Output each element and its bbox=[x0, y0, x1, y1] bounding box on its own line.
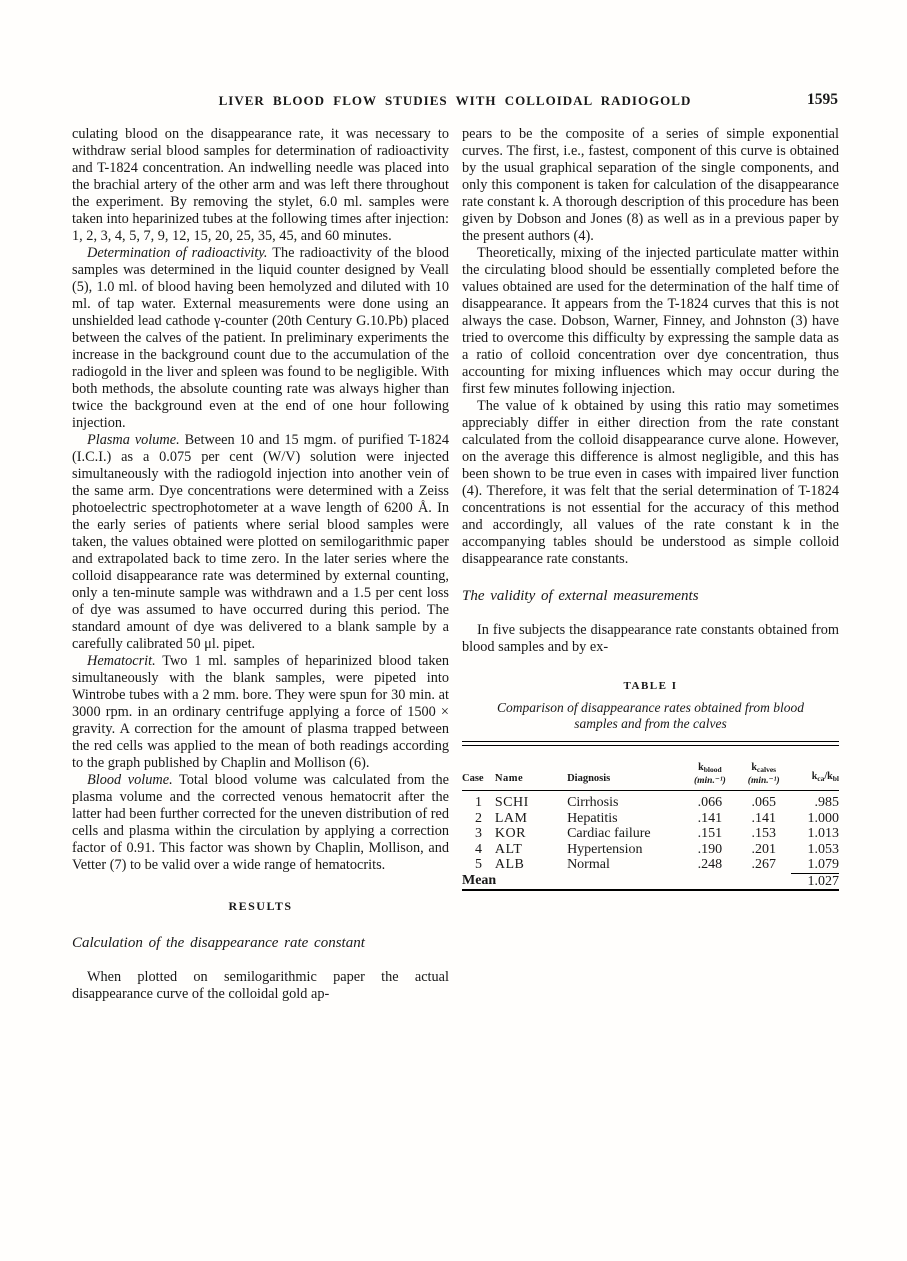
k-symbol: /k bbox=[824, 771, 833, 782]
mean-value: 1.027 bbox=[791, 873, 839, 889]
table-head bbox=[462, 748, 839, 791]
mean-row bbox=[462, 873, 839, 889]
paragraph-lead: Hematocrit. bbox=[87, 653, 156, 669]
mean-label: Mean bbox=[462, 873, 497, 889]
cell-diagnosis: Normal bbox=[567, 857, 610, 873]
cell-k-calves: .153 bbox=[751, 826, 776, 841]
section-subheading: Calculation of the disappearance rate constant bbox=[72, 935, 365, 951]
paragraph: The value of k obtained by using this ratio may sometimes appreciably differ in either direction from the rate constant calculated from the colloid disappearance curve alone. However, on the average this difference is almost negligible, and this has been shown to be true even in cases with impaired liver function (4). Therefore, it was felt that the serial determination of T-1824 concentrations is not essential for the accuracy of this method and accordingly, all values of the rate constant k in the accompanying tables should be understood as simple colloid disappearance rate constants. bbox=[462, 398, 839, 567]
col-header-k-calves bbox=[737, 748, 791, 791]
cell-ratio: .985 bbox=[814, 795, 839, 810]
cell-case: 5 bbox=[474, 857, 482, 873]
table-caption: Comparison of disappearance rates obtained from blood samples and from the calves bbox=[497, 700, 804, 731]
paragraph bbox=[72, 245, 449, 432]
k-unit: (min.⁻¹) bbox=[747, 776, 780, 786]
paragraph: When plotted on semilogarithmic paper the actual disappearance curve of the colloidal gold ap- bbox=[72, 969, 449, 1002]
cell-k-calves: .201 bbox=[751, 841, 776, 857]
k-symbol: k bbox=[811, 771, 818, 782]
paragraph bbox=[72, 126, 449, 245]
table-label: TABLE I bbox=[623, 680, 678, 692]
table-row bbox=[462, 857, 839, 873]
k-symbol: k bbox=[751, 762, 757, 773]
cell-ratio: 1.000 bbox=[807, 810, 839, 826]
cell-k-calves: .065 bbox=[751, 795, 776, 810]
paragraph: pears to be the composite of a series of simple exponential curves. The first, i.e., fastest, component of this curve is obtained by the usual graphical separation of the single components, and only this component is taken for calculation of the disappearance rate constant k. A thorough description of this procedure has been given by Dobson and Jones (8) as well as in a previous paper by the present authors (4). bbox=[462, 126, 839, 244]
paragraph-text: Two 1 ml. samples of heparinized blood taken simultaneously with the blank samples, were pipeted into Wintrobe tubes with a 2 mm. bore. They were spun for 30 min. at 3000 rpm. in an ordinary centrifuge applying a force of 1500 × gravity. A correction for the amount of plasma trapped between the red cells was applied to the mean of both readings according to the graph published by Chaplin and Mollison (6). bbox=[72, 653, 449, 771]
cell-case: 4 bbox=[474, 841, 482, 857]
k-subscript: blood bbox=[703, 765, 722, 774]
paragraph: Theoretically, mixing of the injected particulate matter within the circulating blood should be essentially completed before the values obtained are used for the determination of the half time of disappearance. It appears from the T-1824 curves that this is not always the case. Dobson, Warner, Finney, and Johnston (3) have tried to overcome this difficulty by expressing the sample data as a ratio of colloid concentration over dye concentration, thus accounting for mixing influences which may occur during the first few minutes following injection. bbox=[462, 245, 839, 397]
cell-ratio: 1.053 bbox=[807, 841, 839, 857]
paragraph-text: Total blood volume was calculated from the plasma volume and the corrected venous hematocrit after the latter had been further corrected for the uneven distribution of red cells and plasma within the circulation by applying a correction factor of 0.91. This factor was shown by Chaplin, Mollison, and Vetter (7) to be valid over a wide range of hematocrits. bbox=[72, 772, 449, 873]
col-header-ratio bbox=[791, 748, 839, 791]
k-unit: (min.⁻¹) bbox=[693, 776, 726, 786]
col-header-diagnosis: Diagnosis bbox=[567, 748, 683, 791]
paragraph-lead: Blood volume. bbox=[87, 772, 173, 788]
k-subscript: bl bbox=[832, 774, 839, 783]
k-subscript: calves bbox=[756, 765, 777, 774]
cell-case: 2 bbox=[474, 810, 482, 826]
paragraph-text: Between 10 and 15 mgm. of purified T-1824 (I.C.I.) as a 0.075 per cent (W/V) solution were injected simultaneously with the radiogold injection into another vein of the same arm. Dye concentrations were determined with a Zeiss photoelectric spectrophotometer at a wave length of 6200 Å. In the early series of patients where serial blood samples were taken, the values obtained were plotted on semilogarithmic paper and extrapolated back to time zero. In the later series where the colloid disappearance rate was determined by external counting, only a ten-minute sample was withdrawn and a 1.5 per cent loss of dye was assumed to have occurred during this period. The standard amount of dye was delivered to a blank sample by a carefully calibrated 50 μl. pipet. bbox=[72, 432, 450, 652]
cell-k-calves: .141 bbox=[751, 810, 776, 826]
cell-case: 1 bbox=[474, 795, 482, 810]
paragraph-text: culating blood on the disappearance rate, it was necessary to withdraw serial blood samples for determination of radioactivity and T-1824 concentration. An indwelling needle was placed into the brachial artery of the other arm and was left there throughout the experiment. By removing the stylet, 6.0 ml. samples were taken into heparinized tubes at the following times after injection: 1, 2, 3, 4, 5, 7, 9, 12, 15, 20, 25, 35, 45, and 60 minutes. bbox=[72, 126, 449, 244]
cell-diagnosis: Hepatitis bbox=[567, 810, 618, 826]
cell-name: SCHI bbox=[494, 795, 529, 810]
cell-k-blood: .066 bbox=[697, 795, 723, 810]
paragraph bbox=[72, 772, 449, 874]
k-subscript: ca bbox=[817, 774, 825, 783]
section-subheading: The validity of external measurements bbox=[462, 588, 699, 604]
table-row bbox=[462, 826, 839, 842]
running-title: LIVER BLOOD FLOW STUDIES WITH COLLOIDAL RADIOGOLD bbox=[218, 93, 692, 108]
cell-name: ALT bbox=[494, 841, 523, 857]
page-header bbox=[72, 93, 838, 113]
cell-k-blood: .151 bbox=[697, 826, 723, 841]
cell-case: 3 bbox=[474, 826, 482, 841]
paragraph bbox=[72, 432, 449, 653]
col-header-k-blood bbox=[683, 748, 737, 791]
cell-name: KOR bbox=[494, 826, 526, 841]
cell-name: LAM bbox=[494, 810, 528, 826]
page-number: 1595 bbox=[807, 91, 838, 108]
col-header-name: Name bbox=[495, 748, 567, 791]
left-column bbox=[72, 126, 449, 1003]
cell-ratio: 1.079 bbox=[807, 857, 839, 872]
paragraph: In five subjects the disappearance rate constants obtained from blood samples and by ex- bbox=[462, 622, 839, 655]
right-column bbox=[462, 126, 839, 891]
results-heading: RESULTS bbox=[228, 899, 293, 913]
cell-k-blood: .190 bbox=[697, 841, 723, 857]
cell-diagnosis: Cardiac failure bbox=[567, 826, 651, 841]
cell-diagnosis: Cirrhosis bbox=[567, 795, 619, 810]
table-row bbox=[462, 811, 839, 827]
paragraph-lead: Determination of radioactivity. bbox=[87, 245, 268, 261]
cell-ratio: 1.013 bbox=[807, 826, 839, 841]
cell-diagnosis: Hypertension bbox=[567, 841, 643, 857]
table-bottom-rule bbox=[462, 889, 839, 891]
col-header-case: Case bbox=[462, 748, 495, 791]
cell-k-blood: .141 bbox=[697, 810, 723, 826]
cell-name: ALB bbox=[494, 857, 525, 873]
table-row bbox=[462, 842, 839, 858]
table-top-rule bbox=[462, 741, 839, 746]
cell-k-blood: .248 bbox=[697, 857, 723, 873]
paragraph-text: The radioactivity of the blood samples was determined in the liquid counter designed by Veall (5), 1.0 ml. of blood having been hemolyzed and diluted with 10 ml. of tap water. External measurements were done using an unshielded lead cathode γ-counter (20th Century G.10.Pb) placed between the calves of the patient. In preliminary experiments the increase in the background count due to the accumulation of the radiogold in the liver and spleen was found to be negligible. With both methods, the absolute counting rate was always higher than twice the background even at the end of one hour following injection. bbox=[72, 245, 449, 431]
cell-k-calves: .267 bbox=[751, 857, 776, 873]
table-body bbox=[462, 791, 839, 890]
paragraph-lead: Plasma volume. bbox=[87, 432, 180, 448]
k-symbol: k bbox=[698, 762, 704, 773]
table-1 bbox=[462, 678, 839, 891]
paragraph bbox=[72, 653, 449, 772]
table-row bbox=[462, 791, 839, 811]
comparison-table bbox=[462, 748, 839, 889]
